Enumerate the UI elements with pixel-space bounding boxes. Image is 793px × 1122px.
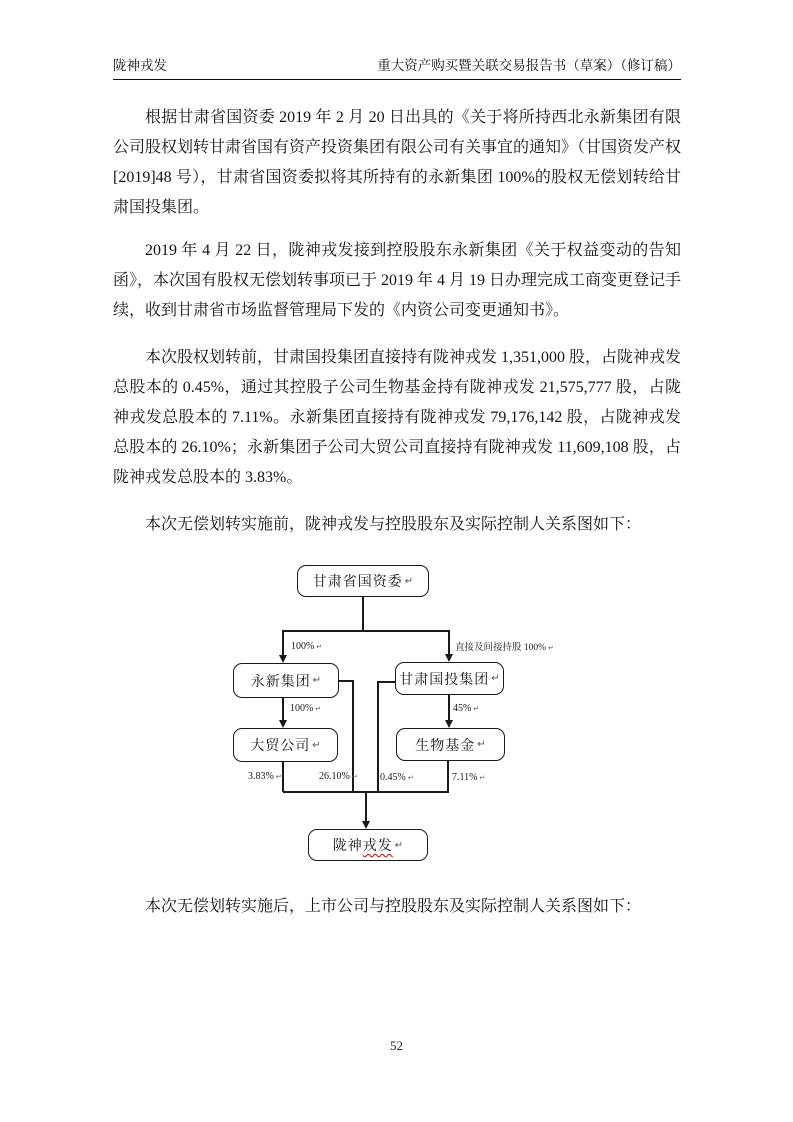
paragraph-diagram-intro-after: 本次无偿划转实施后，上市公司与控股股东及实际控制人关系图如下： xyxy=(145,898,642,915)
node-gansu-sasac xyxy=(297,565,429,597)
node-shengwu-fund xyxy=(396,728,505,761)
node-label-spellchecked: 戎发 xyxy=(362,839,393,854)
node-label: 大贸公司 xyxy=(250,739,311,754)
arrowhead-yx-dm xyxy=(279,720,287,728)
label-pct-yx-ls xyxy=(319,771,358,782)
connector-yx-dm xyxy=(282,698,284,721)
arrowhead-gt-sw xyxy=(445,720,453,728)
connector-gzw-stem xyxy=(362,597,364,630)
paragraph-equity-change-notice: 2019 年 4 月 22 日，陇神戎发接到控股股东永新集团《关于权益变动的告知函》，本次国有股权无偿划转事项已于 2019 年 4 月 19 日办理完成工商变更登记手续，收到甘肃省市场监督管理局下发的《内资公司变更通知书》。 xyxy=(113,242,682,319)
paragraph-mark: ↵ xyxy=(548,644,554,652)
label-pct-yx-dm xyxy=(290,703,321,714)
paragraph-mark: ↵ xyxy=(351,772,358,781)
node-longshen-rongfa xyxy=(308,829,428,861)
paragraph-diagram-intro-before: 本次无偿划转实施前，陇神戎发与控股股东及实际控制人关系图如下： xyxy=(145,516,642,533)
paragraph-mark: ↵ xyxy=(315,704,322,713)
node-label: 陇神 xyxy=(332,839,363,854)
page-number: 52 xyxy=(390,1038,403,1053)
node-gansu-guotou-group xyxy=(395,662,504,695)
paragraph-mark: ↵ xyxy=(473,704,480,713)
arrowhead-gzw-gt xyxy=(445,654,453,662)
paragraph-mark: ↵ xyxy=(491,673,500,684)
node-yongxin-group xyxy=(233,663,339,698)
paragraph-mark: ↵ xyxy=(479,773,486,782)
node-label: 甘肃国投集团 xyxy=(399,672,490,688)
connector-gt-left-h xyxy=(377,681,395,683)
pct-text: 0.45% xyxy=(380,772,406,783)
paragraph-mark: ↵ xyxy=(275,772,282,781)
connector-bus-ls xyxy=(365,791,367,822)
label-pct-gt-ls xyxy=(380,772,414,783)
node-label: 永新集团 xyxy=(250,674,311,690)
connector-sw-down xyxy=(447,761,449,792)
node-label: 生物基金 xyxy=(415,738,476,754)
connector-gt-sw xyxy=(448,695,450,721)
pct-text: 3.83% xyxy=(248,771,274,782)
pct-text: 7.11% xyxy=(452,772,478,783)
connector-gzw-gt xyxy=(448,630,450,655)
paragraph-mark: ↵ xyxy=(404,575,414,587)
connector-gt-down xyxy=(377,681,379,792)
header-report-title: 重大资产购买暨关联交易报告书（草案）（修订稿） xyxy=(377,58,681,73)
paragraph-approval-notice: 根据甘肃省国资委 2019 年 2 月 20 日出具的《关于将所持西北永新集团有限公司股权划转甘肃省国有资产投资集团有限公司有关事宜的通知》（甘国资发产权[2019]48 号），甘肃省国资委拟将其所持有的永新集团 100%的股权无偿划转给甘肃国投集团。 xyxy=(113,109,682,216)
pct-text: 26.10% xyxy=(319,771,350,782)
arrowhead-gzw-yx xyxy=(279,655,287,663)
paragraph-shareholding-before: 本次股权划转前，甘肃国投集团直接持有陇神戎发 1,351,000 股，占陇神戎发总股本的 0.45%，通过其控股子公司生物基金持有陇神戎发 21,575,777 股，占陇神戎发总股本的 7.11%。永新集团直接持有陇神戎发 79,176,142 股，占陇神戎发总股本的 26.10%；永新集团子公司大贸公司直接持有陇神戎发 11,609,108 股，占陇神戎发总股本的 3.83%。 xyxy=(113,349,682,486)
label-pct-gzw-yx xyxy=(291,641,322,652)
node-label: 甘肃省国资委 xyxy=(312,575,403,590)
pct-text: 100% xyxy=(291,641,315,652)
paragraph-mark: ↵ xyxy=(312,675,322,686)
paragraph-mark: ↵ xyxy=(316,642,323,651)
paragraph-mark: ↵ xyxy=(394,839,404,851)
paragraph-mark: ↵ xyxy=(407,773,414,782)
paragraph-mark: ↵ xyxy=(312,739,321,751)
header-company-name: 陇神戎发 xyxy=(113,58,167,73)
connector-gzw-yx xyxy=(282,630,284,656)
label-pct-dm-ls xyxy=(248,771,282,782)
label-pct-gt-sw xyxy=(453,703,479,714)
paragraph-mark: ↵ xyxy=(477,739,486,750)
pct-text: 100% xyxy=(290,703,314,714)
connector-dm-down xyxy=(282,762,284,792)
pct-text: 直接及间接持股 100% xyxy=(455,643,547,653)
label-pct-gzw-gt xyxy=(455,639,554,653)
pct-text: 45% xyxy=(453,703,472,714)
label-pct-sw-ls xyxy=(452,772,486,783)
node-damao-company xyxy=(233,728,338,762)
connector-split-bar xyxy=(283,630,450,632)
arrowhead-bus-ls xyxy=(362,821,370,829)
